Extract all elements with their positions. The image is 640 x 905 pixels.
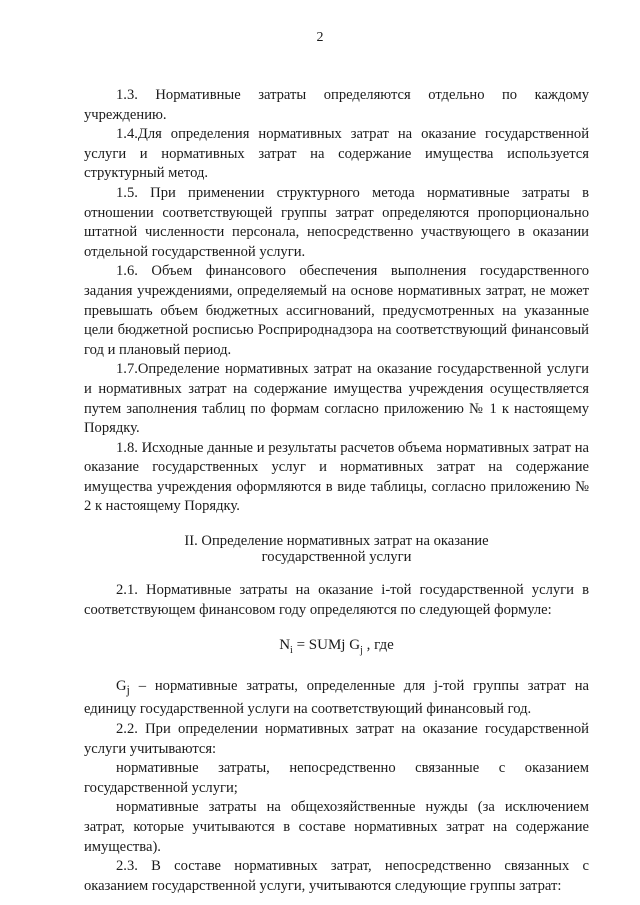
formula-middle-subscript: j <box>360 645 363 657</box>
paragraph-1-7: 1.7.Определение нормативных затрат на оказание государственной услуги и нормативных затрат на содержание имущества учреждения осуществляется путем заполнения таблиц по формам согласно приложению № 1 к настоящему Порядку. <box>84 361 589 437</box>
document-body <box>84 86 589 896</box>
paragraph-1-5: 1.5. При применении структурного метода нормативные затраты в отношении соответствующей группы затрат определяются пропорционально штатной численности персонала, непосредственно участвующего в оказании отдельной государственной услуги. <box>84 184 589 260</box>
formula-lhs: N <box>279 637 291 654</box>
gj-symbol: G <box>116 677 127 694</box>
section-2-heading-line2: государственной услуги <box>261 549 412 566</box>
paragraph-gj-definition <box>84 677 589 720</box>
formula-lhs-subscript: i <box>290 645 293 657</box>
formula <box>84 636 589 661</box>
page-number: 2 <box>316 30 324 45</box>
paragraph-2-2-item1: нормативные затраты, непосредственно связанные с оказанием государственной услуги; <box>84 760 589 796</box>
paragraph-2-3: 2.3. В составе нормативных затрат, непосредственно связанных с оказанием государственной услуги, учитываются следующие группы затрат: <box>84 858 589 894</box>
gj-subscript: j <box>126 682 130 697</box>
paragraph-1-8: 1.8. Исходные данные и результаты расчетов объема нормативных затрат на оказание государственных услуг и нормативных затрат на содержание имущества учреждения оформляются в виде таблицы, согласно приложению № 2 к настоящему Порядку. <box>84 439 589 515</box>
formula-middle: = SUMj G <box>292 637 361 654</box>
section-2-heading <box>84 533 589 565</box>
paragraph-1-4: 1.4.Для определения нормативных затрат на оказание государственной услуги и нормативных затрат на содержание имущества используется структурный метод. <box>84 126 589 182</box>
paragraph-1-6: 1.6. Объем финансового обеспечения выполнения государственного задания учреждениями, определяемый на основе нормативных затрат, не может превышать объем бюджетных ассигнований, предусмотренных на указанные цели бюджетной росписью Росприроднадзора на соответствующий финансовый год и плановый период. <box>84 263 589 358</box>
gj-text: – нормативные затраты, определенные для j-той группы затрат на единицу государственной услуги на соответствующий финансовый год. <box>84 677 589 718</box>
paragraph-2-2: 2.2. При определении нормативных затрат на оказание государственной услуги учитываются: <box>84 720 589 757</box>
formula-tail: , где <box>362 637 394 654</box>
paragraph-2-2-item2: нормативные затраты на общехозяйственные нужды (за исключением затрат, которые учитываются в составе нормативных затрат на содержание имущества). <box>84 799 589 855</box>
paragraph-2-1: 2.1. Нормативные затраты на оказание i-той государственной услуги в соответствующем финансовом году определяются по следующей формуле: <box>84 582 589 618</box>
section-2-heading-line1: II. Определение нормативных затрат на оказание <box>184 533 489 550</box>
paragraph-1-3: 1.3. Нормативные затраты определяются отдельно по каждому учреждению. <box>84 87 589 123</box>
